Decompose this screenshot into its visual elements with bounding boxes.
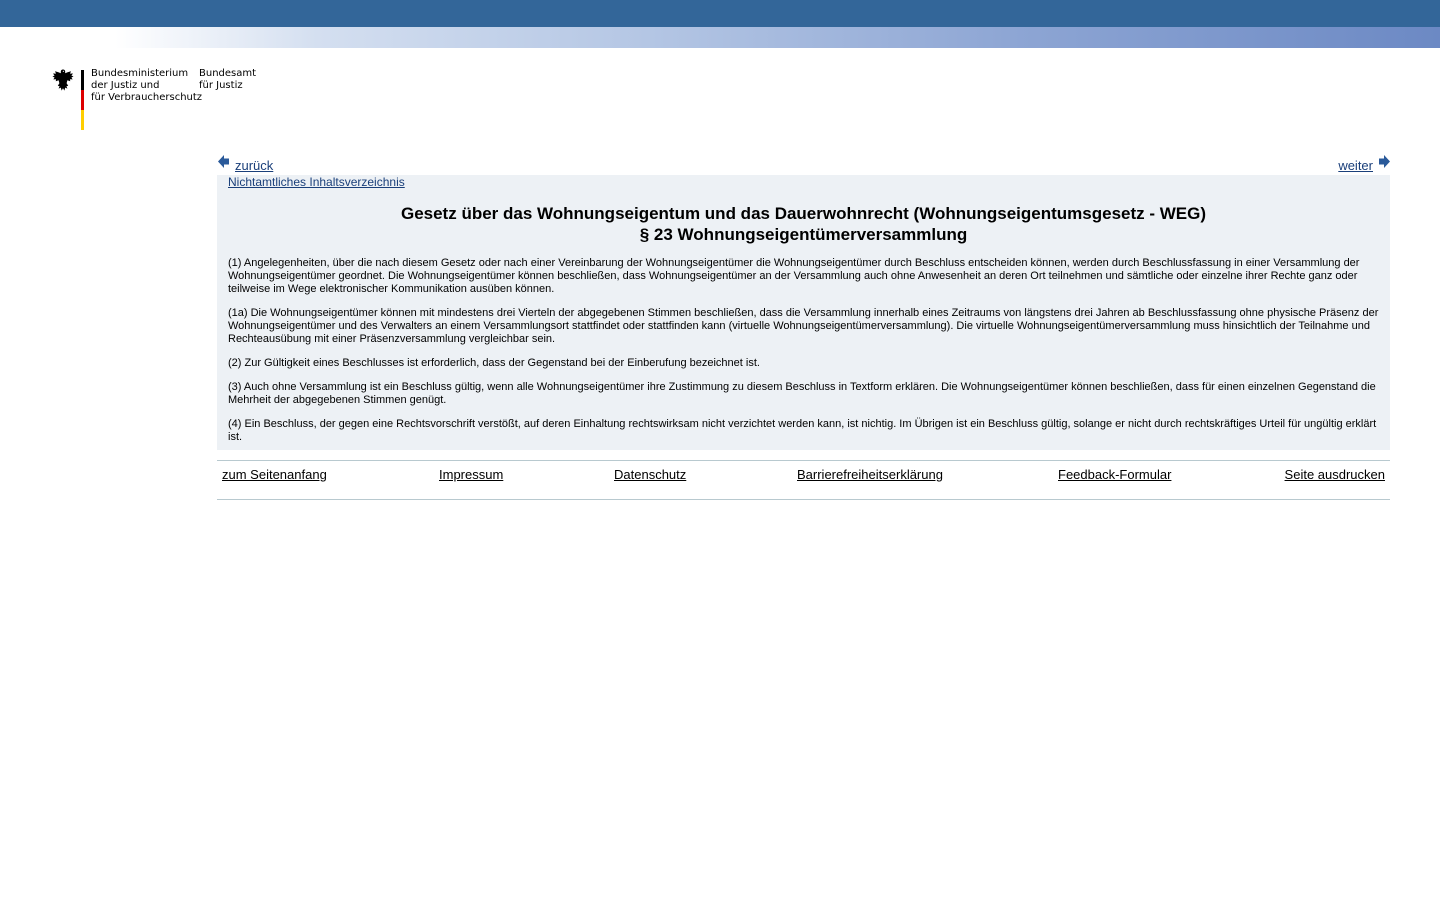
footer-link-print[interactable]: Seite ausdrucken (1284, 467, 1385, 482)
ministry-name: Bundesministerium der Justiz und für Verbraucherschutz (91, 68, 203, 103)
paragraph-3: (3) Auch ohne Versammlung ist ein Beschluss gültig, wenn alle Wohnungseigentümer ihre Zustimmung zu diesem Beschluss in Textform erklären. Die Wohnungseigentümer können beschließen, dass für einen einzelnen Gegenstand die Mehrheit der abgegebenen Stimmen genügt. (228, 381, 1376, 406)
section-title: § 23 Wohnungseigentümerversammlung (639, 225, 968, 244)
office-name: Bundesamt für Justiz (199, 68, 257, 91)
footer-link-feedback[interactable]: Feedback-Formular (1058, 467, 1172, 482)
footer-link-privacy[interactable]: Datenschutz (614, 467, 687, 482)
footer-link-top[interactable]: zum Seitenanfang (222, 467, 327, 482)
arrow-left-icon[interactable] (218, 155, 229, 168)
law-title: Gesetz über das Wohnungseigentum und das Dauerwohnrecht (Wohnungseigentumsgesetz - WEG) (400, 204, 1207, 223)
law-content (217, 175, 1390, 450)
footer-link-accessibility[interactable]: Barrierefreiheitserklärung (797, 467, 943, 482)
paragraph-1: (1) Angelegenheiten, über die nach diesem Gesetz oder nach einer Vereinbarung der Wohnungseigentümer die Wohnungseigentümer durch Beschluss entscheiden können, werden durch Beschlussfassung in einer Versammlung der Wohnungseigentümer geordnet. Die Wohnungseigentümer können beschließen, dass Wohnungseigentümer an der Versammlung auch ohne Anwesenheit an deren Ort teilnehmen und sämtliche oder einzelne ihrer Rechte ganz oder teilweise im Wege elektronischer Kommunikation ausüben können. (228, 257, 1360, 295)
flag-stripe-icon (81, 70, 84, 130)
footer-nav (217, 460, 1390, 500)
federal-eagle-icon (52, 68, 74, 92)
nav-forward[interactable] (1338, 155, 1390, 173)
forward-link[interactable]: weiter (1338, 158, 1373, 173)
gradient-banner (0, 27, 1440, 48)
paragraph-2: (2) Zur Gültigkeit eines Beschlusses ist erforderlich, dass der Gegenstand bei der Einberufung bezeichnet ist. (228, 357, 760, 369)
ministry-logo[interactable] (52, 68, 262, 132)
paragraph-4: (4) Ein Beschluss, der gegen eine Rechtsvorschrift verstößt, auf deren Einhaltung rechtswirksam nicht verzichtet werden kann, ist nichtig. Im Übrigen ist ein Beschluss gültig, solange er nicht durch rechtskräftiges Urteil für ungültig erklärt ist. (228, 418, 1377, 443)
toc-link[interactable]: Nichtamtliches Inhaltsverzeichnis (228, 175, 405, 189)
footer-link-imprint[interactable]: Impressum (439, 467, 504, 482)
top-banner (0, 0, 1440, 27)
arrow-right-icon[interactable] (1379, 155, 1390, 168)
page-title (228, 203, 1379, 245)
back-link[interactable]: zurück (235, 158, 274, 173)
nav-back[interactable] (218, 155, 273, 173)
paragraph-1a: (1a) Die Wohnungseigentümer können mit mindestens drei Vierteln der abgegebenen Stimmen beschließen, dass die Versammlung innerhalb eines Zeitraums von längstens drei Jahren ab Beschlussfassung ohne physische Präsenz der Wohnungseigentümer und des Verwalters an einem Versammlungsort stattfindet oder stattfinden kann (virtuelle Wohnungseigentümerversammlung). Die virtuelle Wohnungseigentümerversammlung muss hinsichtlich der Teilnahme und Rechteausübung mit einer Präsenzversammlung vergleichbar sein. (228, 307, 1379, 345)
